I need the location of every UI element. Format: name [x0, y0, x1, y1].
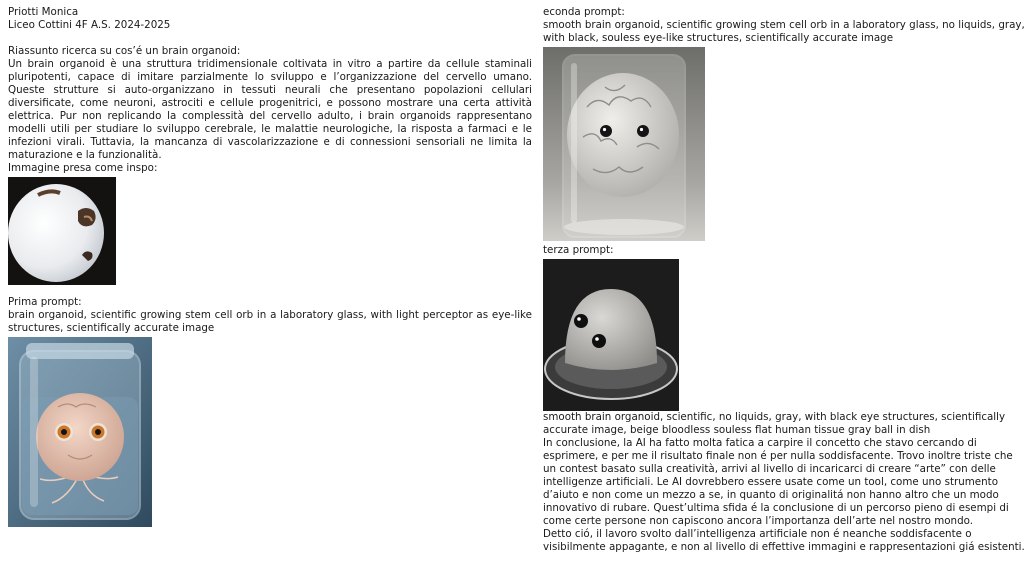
- left-column: [8, 6, 532, 527]
- summary-body: Un brain organoid è una struttura tridimensionale coltivata in vitro a partire da cellule staminali pluripotenti, capace di imitare parzialmente lo sviluppo e l’organizzazione del cervello umano. Queste strutture si auto-organizzano in tessuti neurali che presentano popolazioni cellulari diversificate, come neuroni, astrociti e cellule progenitrici, e possono mostrare una certa attività elettrica. Pur non replicando la complessità del cervello adulto, i brain organoids rappresentano modelli utili per studiare lo sviluppo cerebrale, le malattie neurologiche, la risposta a farmaci e le infezioni virali. Tuttavia, la mancanza di vascolarizzazione e di connessioni sensoriali ne limita la maturazione e la funzionalità.: [8, 58, 532, 161]
- prompt2-text: smooth brain organoid, scientific growing stem cell orb in a laboratory glass, no liquids, gray, with black, souless eye-like structures, scientifically accurate image: [543, 19, 1025, 44]
- prompt1-image: [8, 337, 152, 527]
- conclusion-paragraph-2: Detto ció, il lavoro svolto dall’intelligenza artificiale non é neanche soddisfacente o visibilmente appagante, e non al livello di effettive immagini e rappresentazioni giá esistenti.: [543, 528, 1025, 553]
- inspo-image: [8, 177, 116, 285]
- prompt1-label: Prima prompt:: [8, 296, 82, 308]
- conclusion-paragraph-1: In conclusione, la AI ha fatto molta fatica a carpire il concetto che stavo cercando di esprimere, e per me il risultato finale non é per nulla soddisfacente. Trovo inoltre triste che un contest basato sulla creatività, arrivi al livello di incaricarci di creare “arte” con delle intelligenze artificiali. Le AI dovrebbero essere usate come un tool, come uno strumento d’aiuto e non come un mezzo a se, in quanto di originalitá non hanno altro che un modo innovativo di rubare. Quest’ultima sfida é la conclusione di un percorso pieno di esempi di come certe persone non capiscono ancora l’importanza dell’arte nel nostro mondo.: [543, 437, 1013, 527]
- prompt3-image: [543, 259, 679, 411]
- inspo-label: Immagine presa come inspo:: [8, 162, 158, 174]
- prompt2-image: [543, 47, 705, 241]
- prompt3-label: terza prompt:: [543, 244, 614, 256]
- right-column: [543, 6, 1029, 554]
- prompt3-text: smooth brain organoid, scientific, no liquids, gray, with black eye structures, scientifically accurate image, beige bloodless souless flat human tissue gray ball in dish: [543, 411, 1006, 436]
- author-name: Priotti Monica: [8, 6, 79, 18]
- prompt2-label: econda prompt:: [543, 6, 625, 18]
- prompt1-text: brain organoid, scientific growing stem cell orb in a laboratory glass, with light perceptor as eye-like structures, scientifically accurate image: [8, 309, 532, 334]
- summary-heading: Riassunto ricerca su cos’é un brain organoid:: [8, 45, 241, 57]
- school-info: Liceo Cottini 4F A.S. 2024-2025: [8, 19, 171, 31]
